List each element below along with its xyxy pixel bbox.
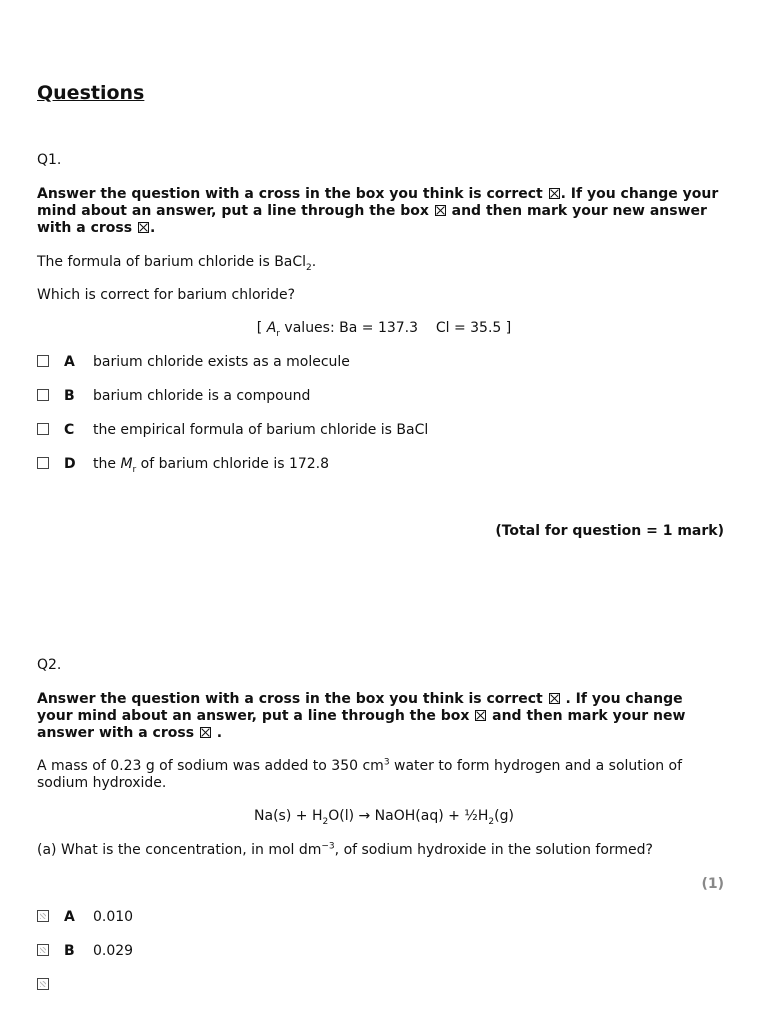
- q2-option-c[interactable]: [37, 976, 337, 994]
- cross-box-icon: [200, 727, 211, 738]
- answer-checkbox[interactable]: [37, 944, 49, 956]
- option-text: barium chloride exists as a molecule: [93, 354, 350, 370]
- option-letter: A: [64, 909, 75, 925]
- question-1-formula: The formula of barium chloride is BaCl$_2$.: [37, 254, 317, 273]
- q2-option-a[interactable]: [37, 908, 337, 926]
- relative-atomic-masses: [ $A_r$ values: Ba = 137.3 Cl = 35.5 ]: [256, 320, 512, 339]
- cross-box-icon: [435, 205, 446, 216]
- question-2-context: A mass of 0.23 g of sodium was added to 350 $cm^3$ water to form hydrogen and a solution of sodium hydroxide.: [37, 757, 683, 791]
- answer-checkbox[interactable]: [37, 910, 49, 922]
- option-letter: C: [64, 422, 75, 438]
- answer-checkbox[interactable]: [37, 389, 49, 401]
- option-text: the $M_r$ of barium chloride is 172.8: [93, 456, 330, 475]
- cross-box-icon: [549, 188, 560, 199]
- question-1-number: Q1.: [37, 152, 62, 168]
- q2-option-b[interactable]: [37, 942, 337, 960]
- q1-option-b[interactable]: [37, 387, 537, 405]
- q1-option-c[interactable]: [37, 421, 537, 439]
- q1-option-d[interactable]: [37, 455, 537, 473]
- reaction-equation: $Na(s) + H_2O(l)$ → NaOH(aq) + $\frac{1}{2}H_2(g)$: [254, 808, 514, 827]
- question-2-instructions: Answer the question with a cross in the box you think is correct . If you change your mind about an answer, put a line through the box and then mark your new answer with a cross .: [37, 691, 686, 741]
- option-letter: D: [64, 456, 76, 472]
- answer-checkbox[interactable]: [37, 355, 49, 367]
- part-a-mark: (1): [701, 876, 724, 892]
- question-1-instructions: Answer the question with a cross in the box you think is correct . If you change your mind about an answer, put a line through the box and then mark your new answer with a cross .: [37, 186, 719, 236]
- cross-box-icon: [475, 710, 486, 721]
- cross-box-icon: [138, 222, 149, 233]
- option-text: the empirical formula of barium chloride is BaCl: [93, 422, 429, 438]
- cross-box-icon: [549, 693, 560, 704]
- question-1-total: (Total for question = 1 mark): [495, 523, 724, 539]
- option-text: 0.010: [93, 909, 134, 925]
- q1-option-a[interactable]: [37, 353, 537, 371]
- page-heading: Questions: [37, 82, 145, 104]
- question-1-stem: Which is correct for barium chloride?: [37, 287, 296, 303]
- option-letter: B: [64, 943, 75, 959]
- question-2-part-a: (a) What is the concentration, in mol $dm^{-3}$, of sodium hydroxide in the solution formed?: [37, 841, 653, 858]
- option-text: barium chloride is a compound: [93, 388, 311, 404]
- option-text: 0.029: [93, 943, 134, 959]
- answer-checkbox[interactable]: [37, 423, 49, 435]
- question-2-number: Q2.: [37, 657, 62, 673]
- answer-checkbox[interactable]: [37, 457, 49, 469]
- option-letter: B: [64, 388, 75, 404]
- option-letter: A: [64, 354, 75, 370]
- answer-checkbox[interactable]: [37, 978, 49, 990]
